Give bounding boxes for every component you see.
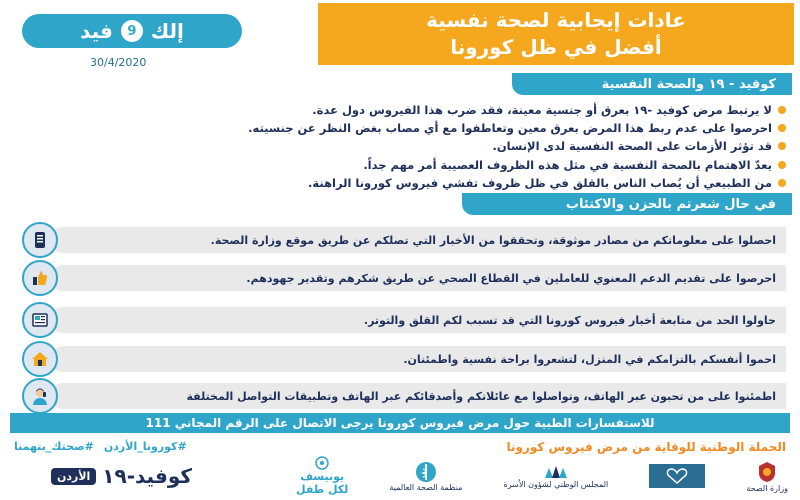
title-line-2: أفضل في ظل كورونا <box>450 35 662 59</box>
brand-logo <box>22 14 242 48</box>
hashtag-your-health: #صحتك_بتهمنا <box>14 440 94 453</box>
list-item <box>10 174 786 192</box>
jordan-crest-icon <box>756 460 778 484</box>
brand-mark: 9 <box>121 20 143 42</box>
bullet-text: يعدّ الاهتمام بالصحة النفسية في مثل هذه الظروف العصيبة أمر مهم جداً. <box>363 157 772 172</box>
list-item <box>10 137 786 155</box>
title-line-1: عادات إيجابية لصحة نفسية <box>426 8 686 32</box>
list-item <box>10 156 786 174</box>
heart-logo-icon <box>649 464 705 488</box>
thumbs-up-icon <box>22 260 58 296</box>
bullet-dot-icon <box>778 179 786 187</box>
tip-row <box>14 304 786 336</box>
section-heading-mental-health: كوفيد - ١٩ والصحة النفسية <box>512 73 792 95</box>
covid-19-jordan-badge <box>14 458 192 494</box>
list-item <box>10 101 786 119</box>
family-council-label: المجلس الوطني لشؤون الأسرة <box>503 479 609 489</box>
brand-name-2: فيد <box>80 19 113 43</box>
unicef-globe-icon <box>315 456 329 470</box>
newspaper-icon <box>22 302 58 338</box>
hashtag-corona-jordan: #كورونا_الأردن <box>103 440 187 453</box>
covid-badge-country: الأردن <box>51 468 96 485</box>
brand-name: إلك <box>150 19 184 43</box>
publish-date: 30/4/2020 <box>90 56 147 69</box>
covid-badge-main: كوفيد-١٩ <box>102 464 192 488</box>
unicef-tagline: لكل طفل <box>296 483 349 496</box>
section-heading-sadness: في حال شعرتم بالحزن والاكتئاب <box>462 193 792 215</box>
page-title <box>318 3 794 65</box>
bullet-text: قد تؤثر الأزمات على الصحة النفسية لدى الإنسان. <box>492 139 772 154</box>
bullet-dot-icon <box>778 124 786 132</box>
who-label: منظمة الصحة العالمية <box>389 482 463 492</box>
moh-label: وزارة الصحة <box>746 483 788 493</box>
bullet-text: لا يرتبط مرض كوفيد -١٩ بعرق أو جنسية معينة، فقد ضرب هذا الفيروس دول عدة. <box>312 103 772 118</box>
person-phone-icon <box>22 378 58 414</box>
family-council-logo <box>504 464 609 489</box>
tip-row <box>14 262 786 294</box>
tip-text: احرصوا على تقديم الدعم المعنوي للعاملين في القطاع الصحي عن طريق شكرهم وتقدير جهودهم. <box>50 265 786 291</box>
bullet-dot-icon <box>778 106 786 114</box>
list-item <box>10 119 786 137</box>
bullet-text: احرصوا على عدم ربط هذا المرض بعرق معين وتعاطفوا مع أي مصاب بغض النظر عن جنسيته. <box>248 121 772 136</box>
bullet-dot-icon <box>778 161 786 169</box>
tip-row <box>14 380 786 412</box>
who-emblem-icon <box>415 461 437 483</box>
bullet-list <box>10 101 786 192</box>
unicef-logo <box>296 456 348 496</box>
home-icon <box>22 341 58 377</box>
moh-logo <box>746 460 788 493</box>
bullet-text: من الطبيعي أن يُصاب الناس بالقلق في ظل ظروف تفشي فيروس كورونا الراهنة. <box>308 175 772 190</box>
partner-logos <box>296 456 788 496</box>
tip-row <box>14 343 786 375</box>
tip-text: حاولوا الحد من متابعة أخبار فيروس كورونا التي قد تسبب لكم القلق والتوتر. <box>50 307 786 333</box>
hashtags <box>14 440 187 453</box>
family-figures-icon <box>541 464 571 480</box>
phone-checklist-icon <box>22 222 58 258</box>
who-logo <box>389 461 462 492</box>
tip-text: اطمئنوا على من تحبون عبر الهاتف، وتواصلوا مع عائلاتكم وأصدقائكم عبر الهاتف وتطبيقات التواصل المختلفة <box>50 383 786 409</box>
campaign-title: الحملة الوطنية للوقاية من مرض فيروس كورونا <box>506 440 786 454</box>
unicef-label: يونيسف <box>300 470 345 483</box>
tip-row <box>14 224 786 256</box>
women-committee-logo <box>649 464 705 488</box>
tip-text: احموا أنفسكم بالتزامكم في المنزل، لتشعروا براحة نفسية واطمئنان. <box>50 346 786 372</box>
hotline-bar: للاستفسارات الطبية حول مرض فيروس كورونا يرجى الاتصال على الرقم المجاني 111 <box>10 413 790 433</box>
tip-text: احصلوا على معلوماتكم من مصادر موثوقة، وتحققوا من الأخبار التي تصلكم عن طريق موقع وزارة الصحة. <box>50 227 786 253</box>
bullet-dot-icon <box>778 142 786 150</box>
